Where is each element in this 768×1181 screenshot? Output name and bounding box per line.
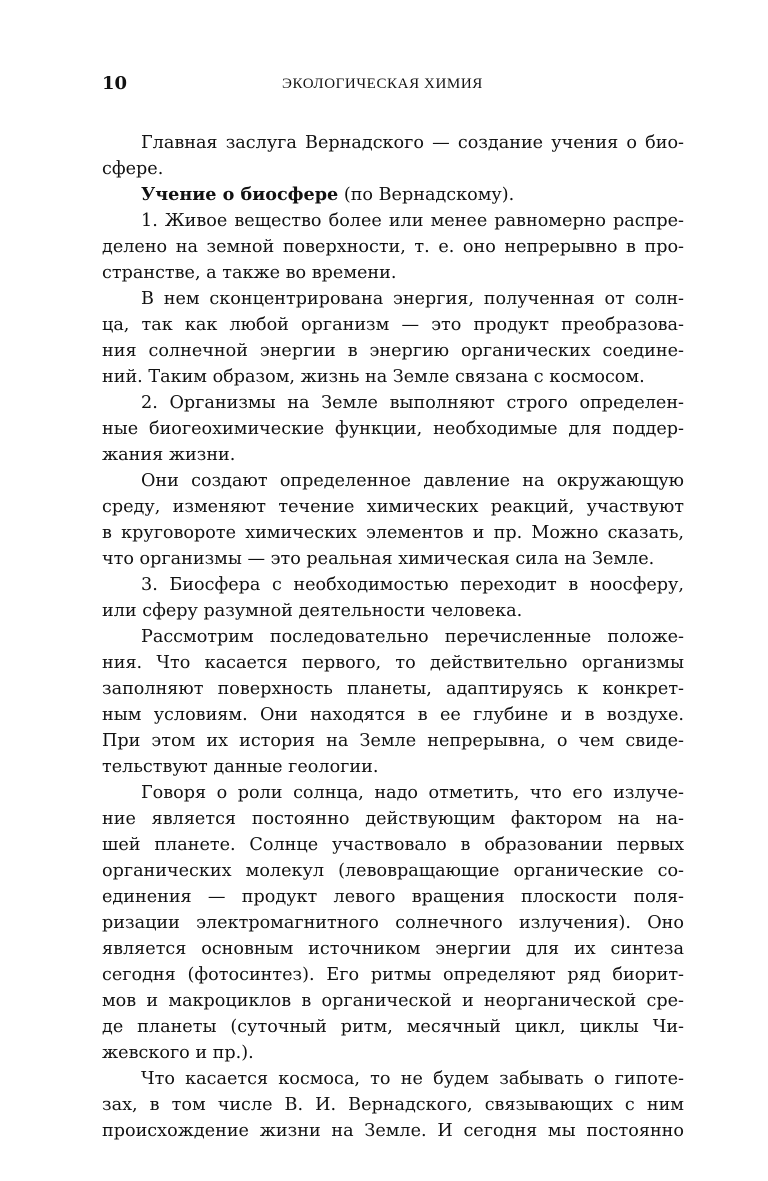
text-line: В нем сконцентрирована энергия, полученная от солн- (141, 289, 684, 309)
text-line: Рассмотрим последовательно перечисленные положе- (141, 627, 684, 647)
text-line: является основным источником энергии для их синтеза (102, 939, 684, 959)
text-line: ния солнечной энергии в энергию органических соедине- (102, 341, 684, 361)
text-line: 3. Биосфера с необходимостью переходит в ноосферу, (141, 575, 684, 595)
text-line: ца, так как любой организм — это продукт преобразова- (102, 315, 684, 335)
text-line: сфере. (102, 159, 164, 179)
text-line: ния. Что касается первого, то действительно организмы (102, 653, 684, 673)
text-line: Говоря о роли солнца, надо отметить, что его излуче- (141, 783, 684, 803)
text-line: единения — продукт левого вращения плоскости поля- (102, 887, 684, 907)
section-heading-bold: Учение о биосфере (141, 184, 339, 205)
text-line: ризации электромагнитного солнечного излучения). Оно (102, 913, 684, 933)
running-title: ЭКОЛОГИЧЕСКАЯ ХИМИЯ (282, 76, 483, 92)
text-line: Они создают определенное давление на окружающую (141, 471, 684, 491)
text-line: тельствуют данные геологии. (102, 757, 379, 777)
page-header (102, 72, 684, 96)
text-line: или сферу разумной деятельности человека. (102, 601, 523, 621)
text-line: 2. Организмы на Земле выполняют строго определен- (141, 393, 684, 413)
text-line: ным условиям. Они находятся в ее глубине и в воздухе. (102, 705, 684, 725)
text-line: происхождение жизни на Земле. И сегодня мы постоянно (102, 1121, 684, 1141)
text-line: зах, в том числе В. И. Вернадского, связывающих с ним (102, 1095, 684, 1115)
text-line: заполняют поверхность планеты, адаптируясь к конкрет- (102, 679, 684, 699)
text-line: ные биогеохимические функции, необходимые для поддер- (102, 419, 684, 439)
text-line: жевского и пр.). (102, 1043, 254, 1063)
text-line: мов и макроциклов в органической и неорганической сре- (102, 991, 684, 1011)
text-line: делено на земной поверхности, т. е. оно непрерывно в про- (102, 237, 684, 257)
text-line: шей планете. Солнце участвовало в образовании первых (102, 835, 684, 855)
text-line: сегодня (фотосинтез). Его ритмы определяют ряд биорит- (102, 965, 684, 985)
text-line: органических молекул (левовращающие органические со- (102, 861, 684, 881)
text-line: в круговороте химических элементов и пр. Можно сказать, (102, 523, 684, 543)
text-line: ний. Таким образом, жизнь на Земле связана с космосом. (102, 367, 645, 387)
text-line: среду, изменяют течение химических реакций, участвуют (102, 497, 684, 517)
text-line: что организмы — это реальная химическая сила на Земле. (102, 549, 655, 569)
page-number: 10 (102, 73, 128, 94)
text-line: де планеты (суточный ритм, месячный цикл, циклы Чи- (102, 1017, 684, 1037)
text-line: Что касается космоса, то не будем забывать о гипоте- (141, 1069, 684, 1089)
text-line: жания жизни. (102, 445, 236, 465)
text-line: Главная заслуга Вернадского — создание учения о био- (141, 133, 684, 153)
section-heading-rest: (по Вернадскому). (338, 185, 515, 205)
text-line: ние является постоянно действующим фактором на на- (102, 809, 684, 829)
text-line: 1. Живое вещество более или менее равномерно распре- (141, 211, 684, 231)
text-line: При этом их история на Земле непрерывна, о чем свиде- (102, 731, 684, 751)
section-heading (141, 181, 684, 209)
text-line: странстве, а также во времени. (102, 263, 397, 283)
